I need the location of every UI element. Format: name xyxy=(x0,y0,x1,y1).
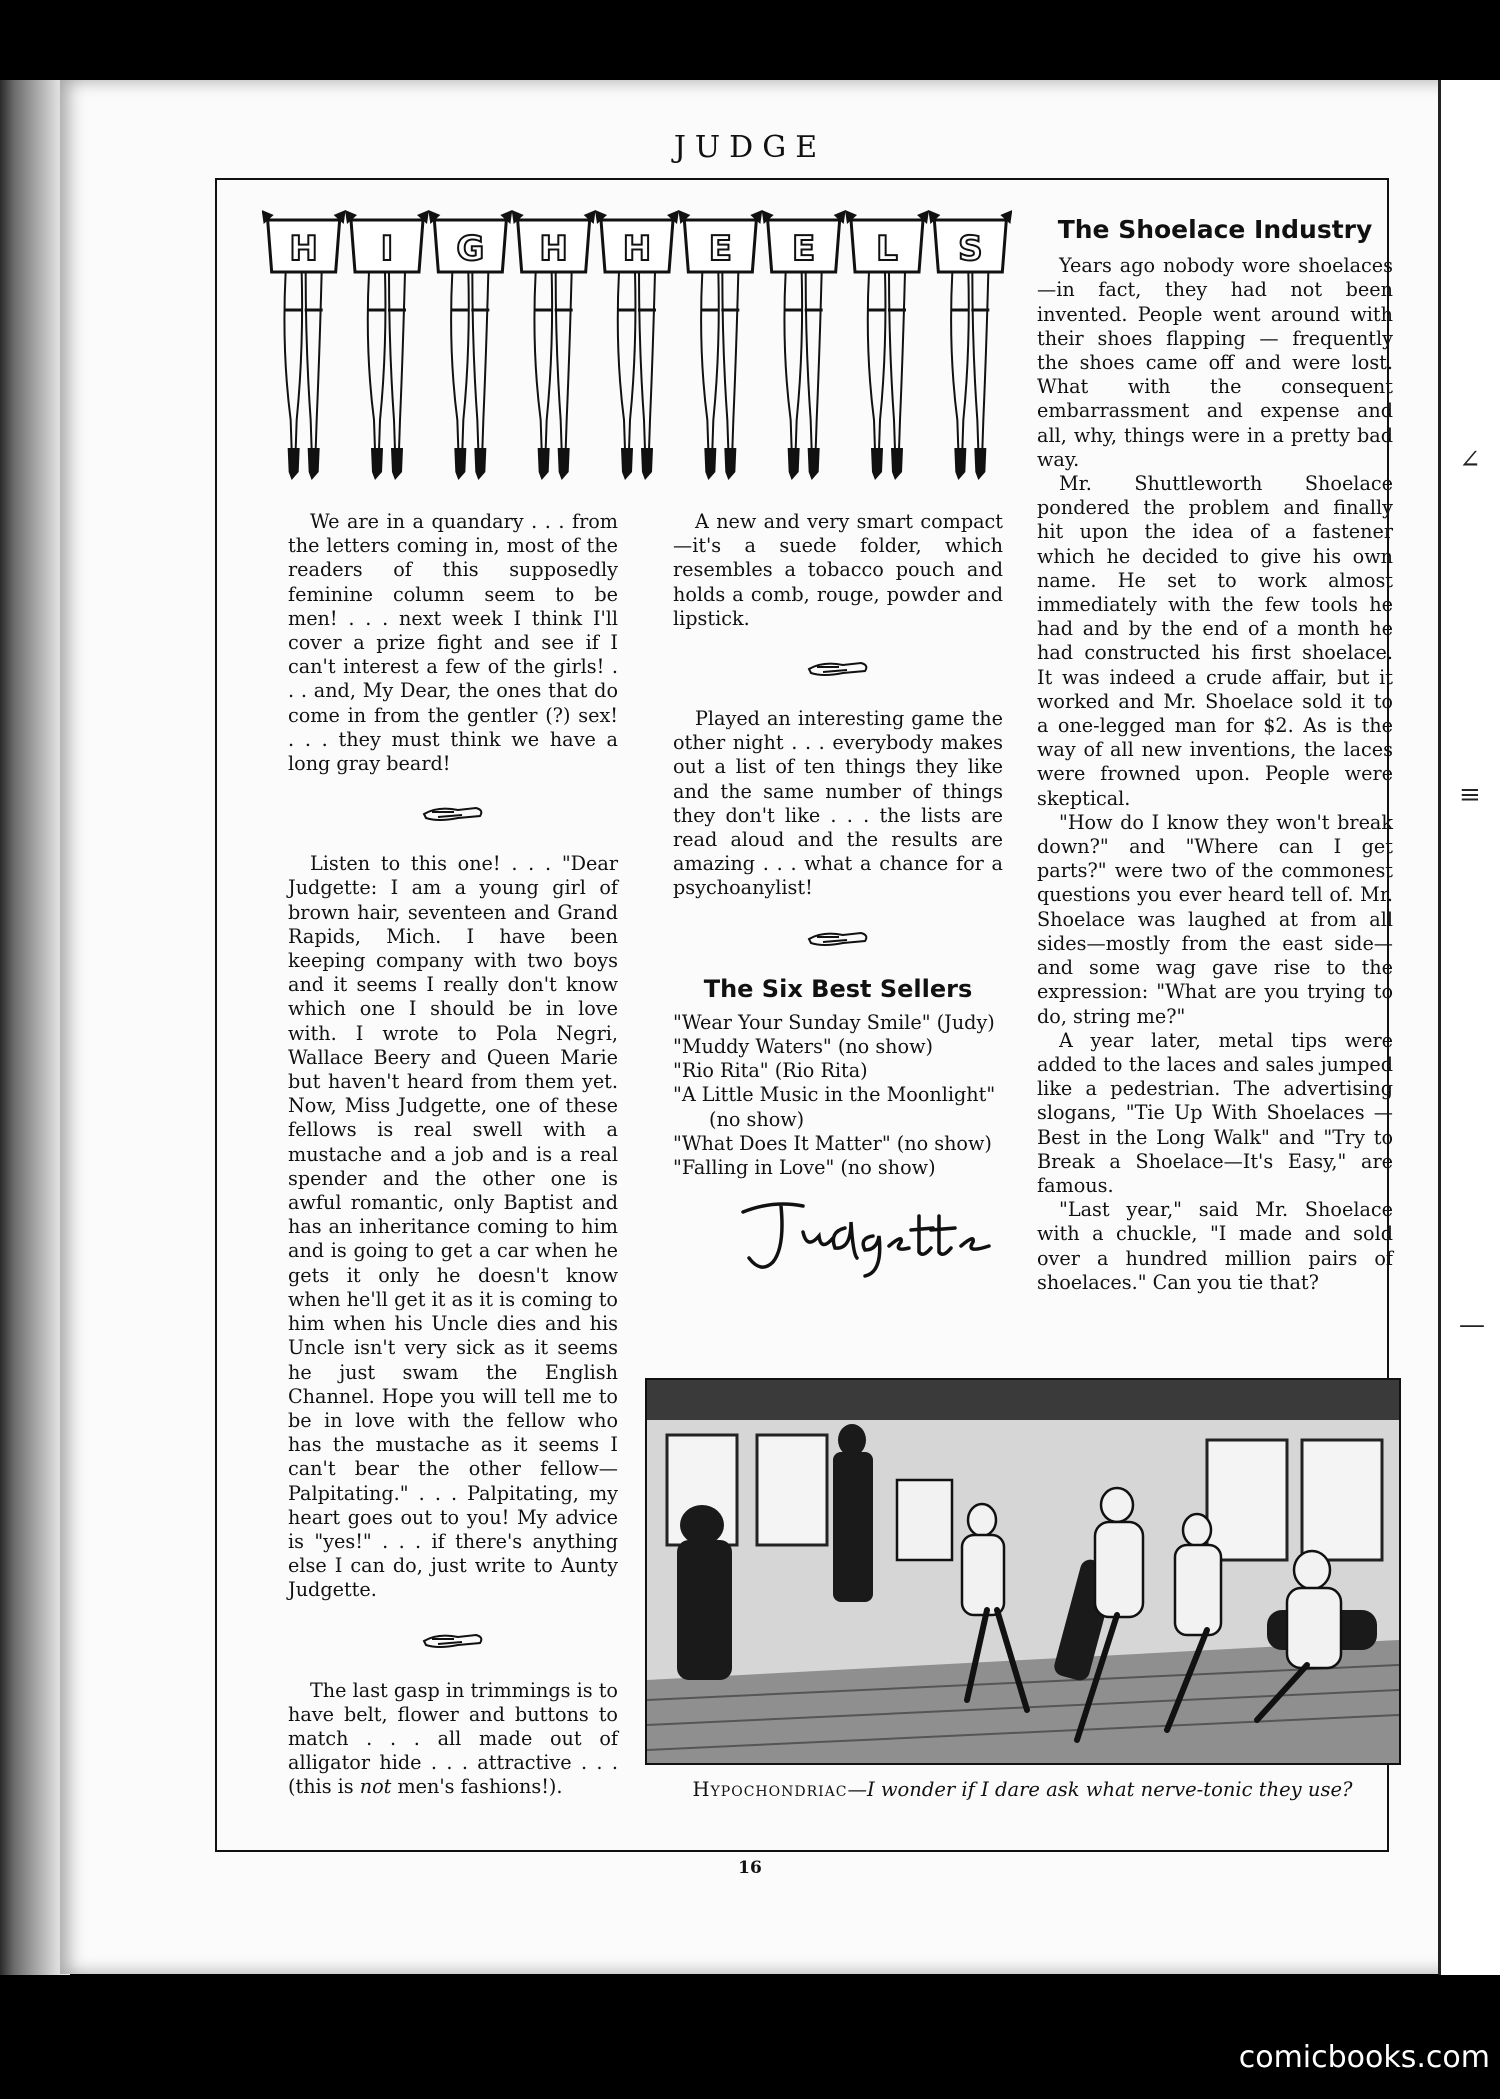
banner-placard xyxy=(595,210,679,480)
banner-letter: E xyxy=(708,229,732,269)
banner-placard xyxy=(262,210,346,480)
list-item: "A Little Music in the Moonlight" (no show) xyxy=(673,1083,996,1131)
watermark-credit: comicbooks.com xyxy=(1238,2040,1490,2075)
article-heading: The Shoelace Industry xyxy=(1057,215,1373,244)
paragraph: Played an interesting game the other night . . . everybody makes out a list of ten things they like and the same number of things they don't like . . . the lists are read aloud and the results are amazing . . . what a chance for a psychoanylist! xyxy=(673,707,1003,900)
cartoon-caption xyxy=(645,1778,1400,1801)
paragraph: Mr. Shuttleworth Shoelace pondered the problem and finally hit upon the idea of a fastener which he decided to give his own name. He set to work almost immediately with the few tools he had and by the end of a month he had constructed his first shoelace. It was indeed a crude affair, but it worked and Mr. Shoelace sold it to a one-legged man for $2. As is the way of all new inventions, the laces were frowned upon. People were skeptical. xyxy=(1037,472,1393,810)
edge-mark: ≡ xyxy=(1459,780,1481,810)
paragraph: We are in a quandary . . . from the letters coming in, most of the readers of this supposedly feminine column seem to be men! . . . next week I think I'll cover a prize fight and see if I can't interest a few of the girls! . . . and, My Dear, the ones that do come in from the gentler (?) sex! . . . they must think we have a long gray beard! xyxy=(288,510,618,776)
banner-letter: S xyxy=(958,229,983,269)
paragraph: Years ago nobody wore shoelaces—in fact, they had not been invented. People went around with their shoes flapping — frequently the shoes came off and were lost. What with the consequent embarrassment and expense and all, why, things were in a pretty bad way. xyxy=(1037,254,1393,471)
banner-placard xyxy=(845,210,929,480)
banner-letter: L xyxy=(876,229,898,269)
masthead: JUDGE xyxy=(673,130,827,165)
shoe-divider-icon xyxy=(418,798,488,828)
paragraph: "Last year," said Mr. Shoelace with a chuckle, "I made and sold over a hundred million pairs of shoelaces." Can you tie that? xyxy=(1037,1198,1393,1294)
banner-placard xyxy=(678,210,762,480)
best-sellers-list xyxy=(673,1011,1003,1180)
caption-text: —I wonder if I dare ask what nerve-tonic they use? xyxy=(847,1778,1353,1801)
judgette-signature xyxy=(733,1192,1003,1282)
list-item: "Wear Your Sunday Smile" (Judy) xyxy=(673,1010,995,1034)
banner-letter: E xyxy=(792,229,816,269)
high-heels-banner xyxy=(262,210,1012,485)
column-right xyxy=(1037,215,1393,1295)
column-left xyxy=(288,510,618,1800)
column-middle xyxy=(673,510,1003,1282)
banner-letter: I xyxy=(380,229,394,269)
paragraph: A new and very smart compact —it's a suede folder, which resembles a tobacco pouch and holds a comb, rouge, powder and lipstick. xyxy=(673,510,1003,630)
paragraph: A year later, metal tips were added to the laces and sales jumped like a pedestrian. The advertising slogans, "Tie Up With Shoelaces — Best in the Long Walk" and "Try to Break a Shoelace—It's Easy," are famous. xyxy=(1037,1028,1393,1197)
edge-mark: — xyxy=(1459,1310,1485,1340)
page-number: 16 xyxy=(738,1858,762,1878)
banner-letter: H xyxy=(539,229,568,269)
scan-border xyxy=(0,1975,1500,2099)
list-item: "Muddy Waters" (no show) xyxy=(673,1035,933,1059)
paragraph: Listen to this one! . . . "Dear Judgette: I am a young girl of brown hair, seventeen and Grand Rapids, Mich. I have been keeping company with two boys and it seems I really don't know which one I should be in love with. I wrote to Pola Negri, Wallace Beery and Queen Marie but haven't heard from them yet. Now, Miss Judgette, one of these fellows is real swell with a mustache and a job and is a real spender and the other one is awful romantic, only Baptist and has an inheritance coming to him and is going to get a car when he gets it only he doesn't know when he'll get it as it is coming to him when his Uncle dies and his Uncle isn't very sick as it seems he just swam the English Channel. Hope you will tell me to be in love with the fellow who has the mustache as it seems I can't bear the other fellow—Palpitating." . . . Palpitating, my heart goes out to you! My advice is "yes!" . . . if there's anything else I can do, just write to Aunty Judgette. xyxy=(288,852,618,1602)
adjacent-page-edge xyxy=(1438,80,1500,1980)
paragraph: "How do I know they won't break down?" and "Where can I get parts?" were two of the commonest questions you ever heard tell of. Mr. Shoelace was laughed at from all sides—mostly from the east side—and some wag gave rise to the expression: "What are you trying to do, string me?" xyxy=(1037,810,1393,1028)
banner-placard xyxy=(762,210,846,480)
edge-mark: ∠ xyxy=(1459,445,1481,475)
paragraph xyxy=(288,1679,618,1800)
banner-letter: G xyxy=(456,229,485,269)
banner-placard xyxy=(428,210,512,480)
list-item: "Falling in Love" (no show) xyxy=(673,1156,936,1180)
emphasis: not xyxy=(359,1775,392,1799)
banner-letter: H xyxy=(289,229,318,269)
text-run: The last gasp in trimmings is to have belt, flower and buttons to match . . . all made out of alligator hide . . . attractive . . . (this is xyxy=(288,1678,618,1799)
banner-placard xyxy=(345,210,429,480)
caption-speaker: Hypochondriac xyxy=(692,1778,848,1801)
shoe-divider-icon xyxy=(803,653,873,683)
list-item: "What Does It Matter" (no show) xyxy=(673,1131,992,1155)
shoe-divider-icon xyxy=(418,1625,488,1655)
banner-placard xyxy=(928,210,1012,480)
list-item: "Rio Rita" (Rio Rita) xyxy=(673,1059,868,1083)
streetcar-scene xyxy=(647,1380,1399,1763)
best-sellers-heading: The Six Best Sellers xyxy=(703,974,973,1003)
banner-letter: H xyxy=(622,229,652,269)
cartoon-illustration xyxy=(645,1378,1401,1765)
shoe-divider-icon xyxy=(803,923,873,953)
banner-placard xyxy=(512,210,596,480)
text-run: men's fashions!). xyxy=(391,1775,563,1799)
